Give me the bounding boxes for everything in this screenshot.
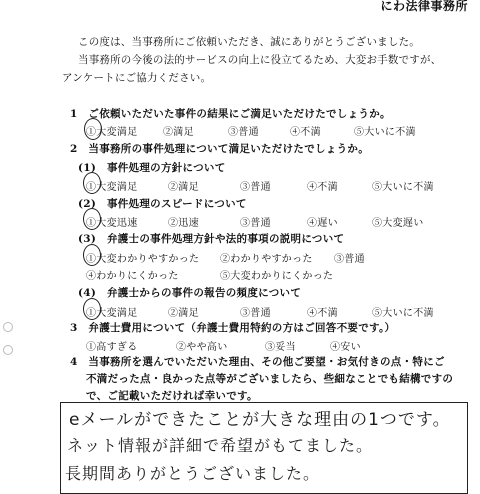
q2-sub2-option-5[interactable]: ⑤大変遅い: [372, 218, 424, 229]
q1-option-2[interactable]: ②満足: [163, 127, 194, 138]
q3-option-3[interactable]: ③妥当: [265, 342, 296, 353]
selected-answer-circle: [83, 172, 101, 194]
selected-answer-circle: [83, 244, 101, 266]
q2-sub3-option-3[interactable]: ③普通: [334, 254, 365, 265]
punch-hole: [3, 322, 13, 332]
q2-sub2-option-3[interactable]: ③普通: [240, 218, 271, 229]
q1-option-1[interactable]: ①大変満足: [86, 127, 138, 138]
q2-sub2-label: (2) 事件処理のスピードについて: [78, 198, 247, 210]
q2-sub2-option-1[interactable]: ①大変迅速: [86, 218, 138, 229]
question-1-label: 1 ご依頼いただいた事件の結果にご満足いただけたでしょうか。: [70, 108, 391, 120]
q3-option-2[interactable]: ②やや高い: [176, 342, 228, 353]
selected-answer-circle: [83, 208, 101, 230]
q2-sub3-option-1[interactable]: ①大変わかりやすかった: [86, 254, 200, 265]
firm-name: にわ法律事務所: [380, 0, 468, 13]
question-3-label: 3 弁護士費用について（弁護士費用特約の方はご回答不要です。）: [70, 322, 396, 334]
q1-option-3[interactable]: ③普通: [228, 127, 259, 138]
q2-sub2-option-2[interactable]: ②迅速: [168, 218, 199, 229]
q1-option-4[interactable]: ④不満: [290, 127, 321, 138]
question-4-line: 不満だった点・良かった点等がございましたら、些細なことでも結構ですの: [86, 373, 454, 385]
q2-sub2-option-4[interactable]: ④遅い: [307, 218, 338, 229]
handwritten-comment-line: 長期間ありがとうございました。: [65, 464, 321, 483]
q2-sub4-label: (4) 弁護士からの事件の報告の頻度について: [78, 287, 302, 299]
q2-sub1-option-4[interactable]: ④不満: [307, 182, 338, 193]
q2-sub1-option-3[interactable]: ③普通: [240, 182, 271, 193]
intro-line: この度は、当事務所にご依頼いただき、誠にありがとうございました。: [78, 36, 420, 48]
q2-sub1-option-1[interactable]: ①大変満足: [86, 182, 138, 193]
q3-option-1[interactable]: ①高すぎる: [86, 342, 138, 353]
q2-sub1-option-2[interactable]: ②満足: [168, 182, 199, 193]
q2-sub3-option-4[interactable]: ④わかりにくかった: [86, 271, 179, 282]
q2-sub3-label: (3) 弁護士の事件処理方針や法的事項の説明について: [78, 233, 345, 245]
selected-answer-circle: [84, 118, 102, 140]
comment-box[interactable]: [60, 402, 468, 494]
handwritten-comment-line: ネット情報が詳細で希望がもてました。: [67, 436, 374, 455]
q2-sub3-option-5[interactable]: ⑤大変わかりにくかった: [220, 271, 334, 282]
question-4-line: で、ご記載いただければ幸いです。: [86, 390, 258, 402]
q2-sub1-option-5[interactable]: ⑤大いに不満: [372, 182, 434, 193]
handwritten-comment-line: eメールができたことが大きな理由の1つです。: [69, 410, 451, 430]
selected-answer-circle: [83, 298, 101, 320]
q2-sub4-option-4[interactable]: ④不満: [307, 308, 338, 319]
q1-option-5[interactable]: ⑤大いに不満: [354, 127, 416, 138]
question-2-label: 2 当事務所の事件処理について満足いただけたでしょうか。: [70, 143, 369, 155]
q2-sub3-option-2[interactable]: ②わかりやすかった: [220, 254, 313, 265]
q3-option-4[interactable]: ④安い: [330, 342, 361, 353]
q2-sub4-option-2[interactable]: ②満足: [168, 308, 199, 319]
q2-sub4-option-5[interactable]: ⑤大いに不満: [372, 308, 434, 319]
intro-line: アンケートにご協力ください。: [62, 72, 212, 84]
punch-hole: [3, 345, 13, 355]
q2-sub1-label: (1) 事件処理の方針について: [78, 162, 226, 174]
q2-sub4-option-3[interactable]: ③普通: [240, 308, 271, 319]
intro-line: 当事務所の今後の法的サービスの向上に役立てるため、大変お手数ですが、: [78, 54, 442, 66]
question-4-line: 4 当事務所を選んでいただいた理由、その他ご要望・お気付きの点・特にご: [70, 356, 445, 368]
q2-sub4-option-1[interactable]: ①大変満足: [86, 308, 138, 319]
